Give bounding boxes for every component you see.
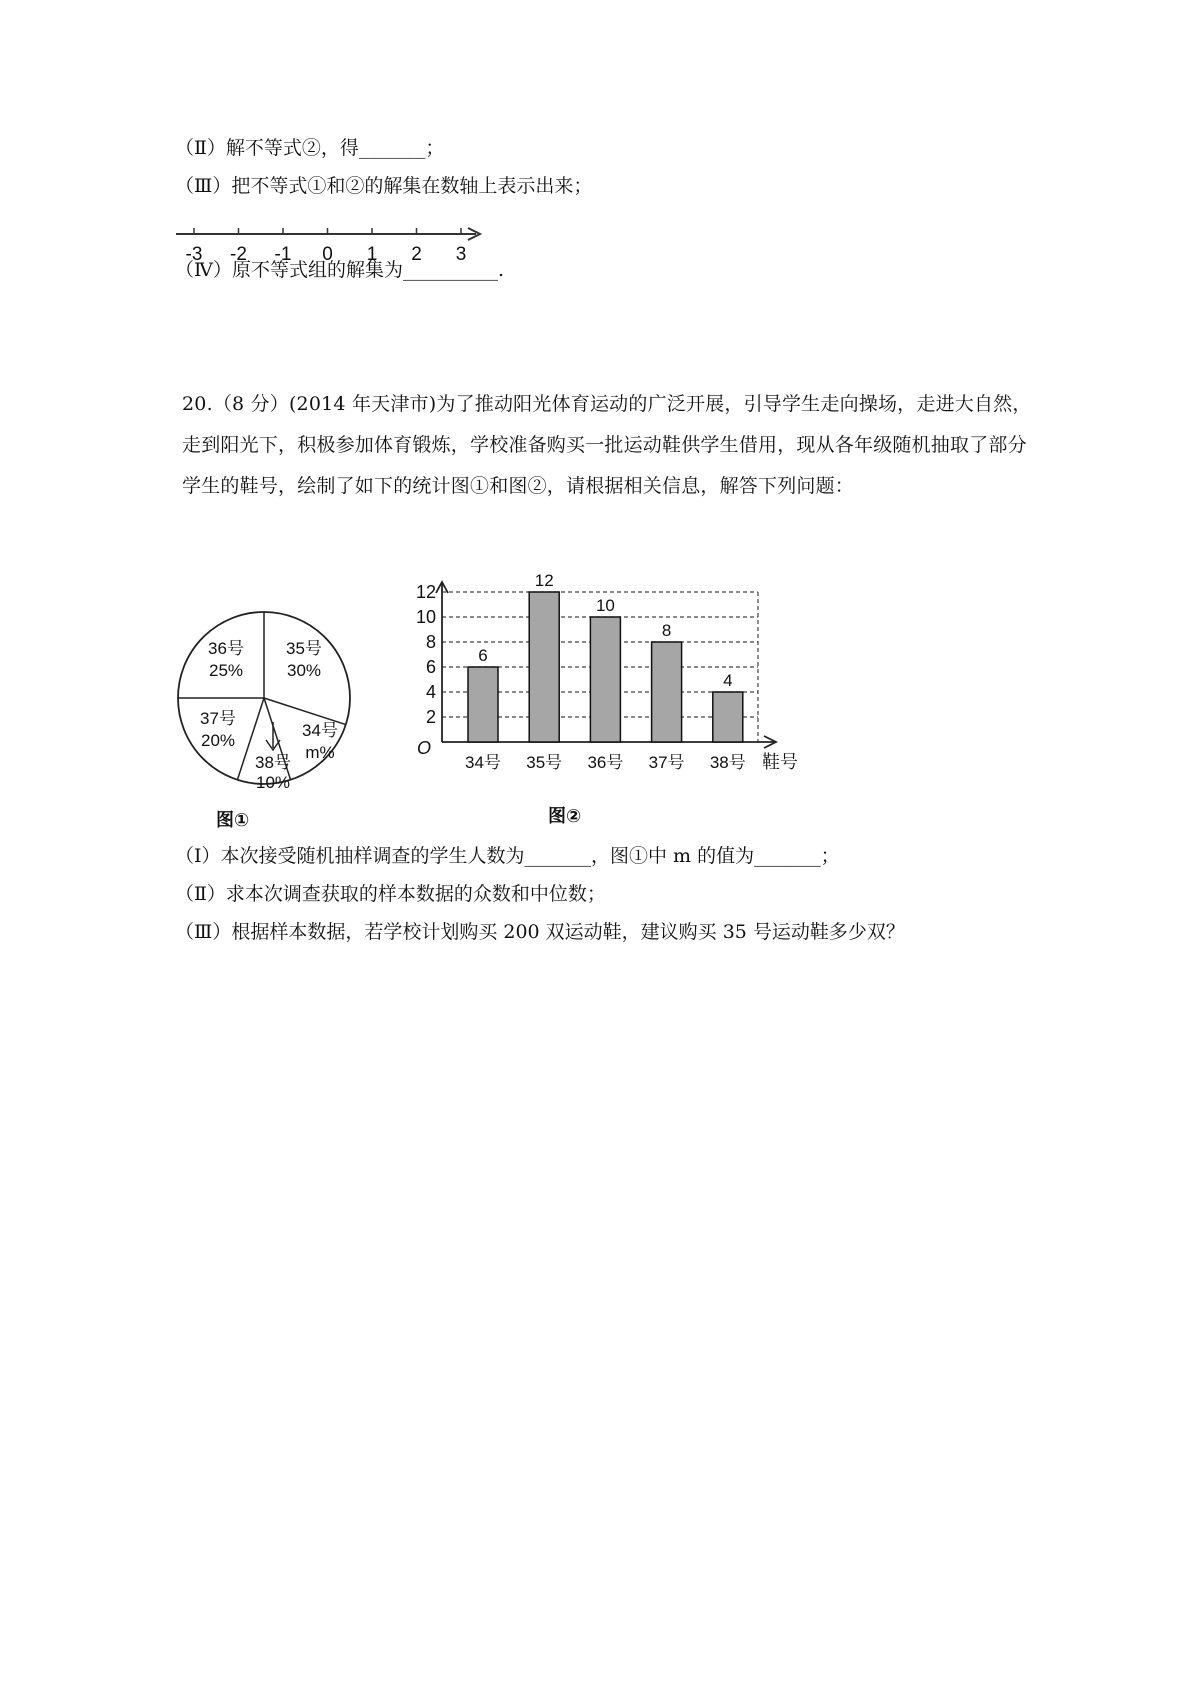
pie-slice-label: 34号 — [302, 721, 338, 740]
x-axis-label: 鞋号 — [762, 752, 798, 772]
pie-slice-percent: 25% — [208, 661, 244, 680]
origin-label: O — [416, 738, 432, 758]
pie-slice-percent: m% — [305, 743, 335, 762]
y-tick-label: 4 — [425, 682, 436, 702]
pie-slice-label: 35号 — [286, 639, 322, 658]
bar-35号 — [529, 592, 559, 742]
number-line-tick-label: -1 — [274, 244, 292, 265]
y-tick-label: 12 — [415, 582, 436, 602]
number-line-tick-label: -2 — [230, 244, 247, 265]
x-tick-label: 35号 — [526, 753, 563, 772]
pie-38-callout — [238, 722, 308, 792]
y-tick-label: 2 — [425, 707, 436, 727]
y-tick-label: 8 — [425, 632, 436, 652]
x-tick-label: 38号 — [709, 753, 746, 772]
number-line-tick-label: 2 — [411, 244, 422, 265]
part-a-q3: （Ⅲ）把不等式①和②的解集在数轴上表示出来； — [175, 175, 593, 197]
number-line-tick-label: -3 — [185, 244, 203, 265]
figure-2-caption: 图② — [548, 806, 582, 827]
number-line-tick-label: 1 — [366, 244, 378, 265]
figure-1-caption: 图① — [216, 810, 250, 831]
x-tick-label: 37号 — [648, 753, 685, 772]
bar-38号 — [713, 692, 743, 742]
bar-34号 — [468, 667, 498, 742]
y-tick-label: 6 — [425, 657, 436, 677]
part-a-q4: （Ⅳ）原不等式组的解集为__________. — [175, 259, 505, 281]
number-line-tick-label: 0 — [322, 244, 333, 265]
problem-20-sub1: （Ⅰ）本次接受随机抽样调查的学生人数为_______，图①中 m 的值为_______； — [175, 845, 840, 867]
problem-20-sub3: （Ⅲ）根据样本数据，若学校计划购买 200 双运动鞋，建议购买 35 号运动鞋多少双？ — [175, 921, 905, 943]
x-tick-label: 36号 — [587, 753, 624, 772]
y-tick-label: 10 — [415, 607, 436, 627]
number-line-tick-label: 3 — [455, 244, 467, 265]
pie-slice-percent-38: 10% — [255, 773, 291, 792]
bar-data-label: 4 — [723, 671, 733, 690]
bar-data-label: 10 — [595, 596, 615, 615]
bar-data-label: 8 — [661, 621, 672, 640]
pie-slice-percent: 30% — [286, 661, 322, 680]
bar-chart — [415, 571, 800, 790]
x-tick-label: 34号 — [465, 753, 501, 772]
bar-37号 — [652, 642, 682, 742]
pie-slice-percent: 20% — [200, 731, 236, 750]
pie-slice-label: 37号 — [200, 709, 236, 728]
part-a-q2: （Ⅱ）解不等式②，得_______； — [175, 137, 445, 159]
problem-20-sub2: （Ⅱ）求本次调查获取的样本数据的众数和中位数； — [175, 883, 606, 905]
bar-data-label: 12 — [534, 571, 554, 590]
problem-20-stem: 20.（8 分）(2014 年天津市)为了推动阳光体育运动的广泛开展，引导学生走向操场，走进大自然，走到阳光下，积极参加体育锻炼，学校准备购买一批运动鞋供学生借用，现从各年级随机抽取了部分学生的鞋号，绘制了如下的统计图①和图②，请根据相关信息，解答下列问题： — [182, 393, 1032, 497]
bar-36号 — [590, 617, 620, 742]
pie-slice-label: 36号 — [208, 639, 244, 658]
pie-slice-label-38: 38号 — [255, 753, 291, 772]
bar-data-label: 6 — [478, 646, 488, 665]
